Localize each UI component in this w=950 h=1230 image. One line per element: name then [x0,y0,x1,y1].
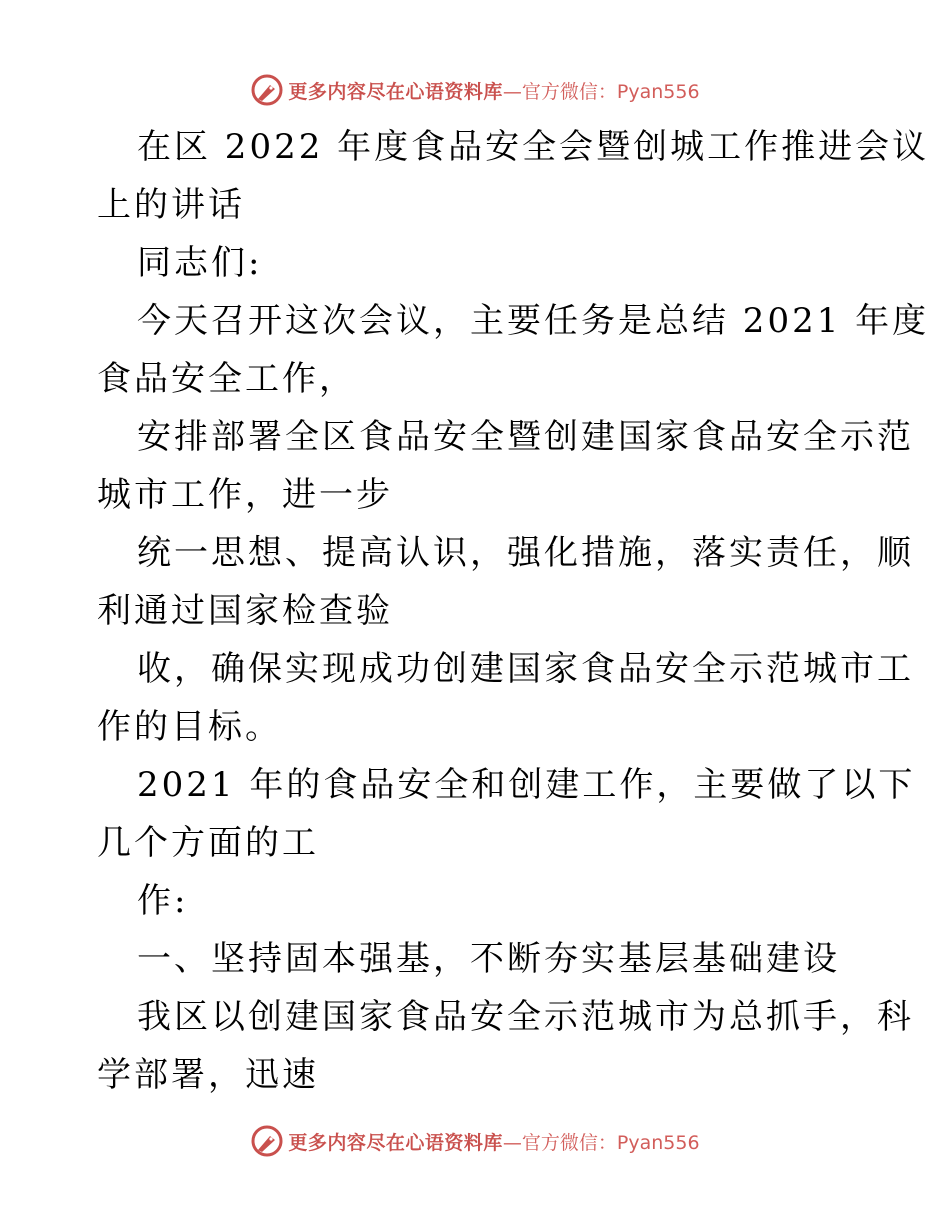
paragraph-line: 2021 年的食品安全和创建工作，主要做了以下 [137,765,916,805]
paragraph-line: 作的目标。 [97,707,282,747]
section-heading: 一、坚持固本强基，不断夯实基层基础建设 [137,939,840,979]
paragraph-line: 食品安全工作， [97,359,356,399]
paragraph-line: 作: [137,881,189,921]
paragraph-line: 利通过国家检查验 [97,591,393,631]
paragraph-line: 安排部署全区食品安全暨创建国家食品安全示范 [137,417,914,457]
paragraph-line: 统一思想、提高认识，强化措施，落实责任，顺 [137,533,914,573]
paragraph-line: 城市工作，进一步 [97,475,393,515]
title-line-2: 上的讲话 [97,185,245,225]
pen-nib-logo-icon [250,1124,284,1158]
pen-nib-logo-icon [250,73,284,107]
title-line-1: 在区 2022 年度食品安全会暨创城工作推进会议 [137,127,930,167]
header-banner [0,70,950,110]
footer-banner [0,1121,950,1161]
salutation: 同志们: [137,243,263,283]
paragraph-line: 收，确保实现成功创建国家食品安全示范城市工 [137,649,914,689]
paragraph-line: 我区以创建国家食品安全示范城市为总抓手，科 [137,997,914,1037]
paragraph-line: 几个方面的工 [97,823,319,863]
header-site-text: 更多内容尽在心语资料库 [288,80,503,103]
paragraph-line: 学部署，迅速 [97,1055,319,1095]
header-wechat-text: —官方微信：Pyan556 [502,80,700,103]
paragraph-line: 今天召开这次会议，主要任务是总结 2021 年度 [137,301,930,341]
footer-site-text: 更多内容尽在心语资料库 [288,1131,503,1154]
document-body [97,118,930,1104]
footer-wechat-text: —官方微信：Pyan556 [502,1131,700,1154]
